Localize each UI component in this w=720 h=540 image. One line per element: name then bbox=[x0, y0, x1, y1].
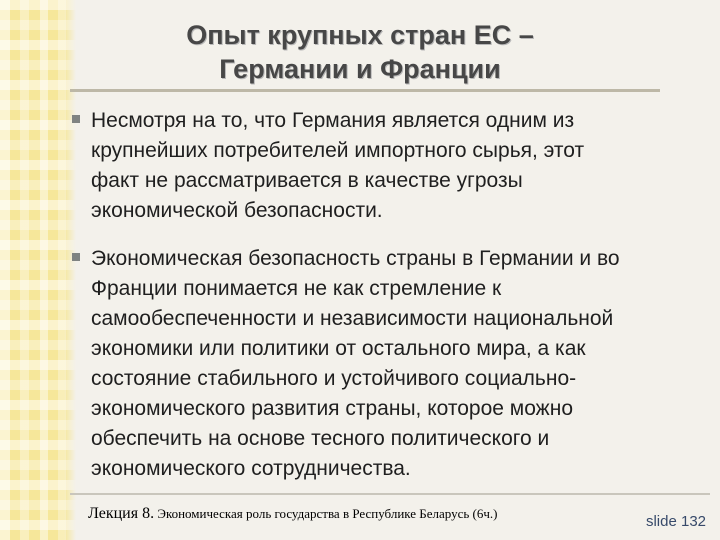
bullet-line: факт не рассматривается в качестве угрозы bbox=[91, 169, 523, 192]
title-divider bbox=[70, 89, 660, 92]
bullet-line: обеспечить на основе тесного политического и bbox=[91, 427, 550, 450]
title-line-1: Опыт крупных стран ЕС – bbox=[186, 20, 534, 50]
bullet-line: экономики или политики от остального мира, а как bbox=[91, 337, 586, 360]
slide-number: slide 132 bbox=[645, 513, 706, 530]
bullet-text bbox=[91, 244, 700, 484]
bullet-line: экономического развития страны, которое можно bbox=[91, 397, 574, 420]
bullet-line: крупнейших потребителей импортного сырья, этот bbox=[91, 139, 585, 162]
footer-lecture-label: Лекция 8. bbox=[88, 505, 155, 522]
bullet-line: состояние стабильного и устойчивого социально- bbox=[91, 367, 577, 390]
square-bullet-icon bbox=[72, 115, 80, 123]
footer-caption bbox=[88, 505, 498, 523]
slide-title bbox=[150, 18, 570, 86]
bullet-item-1 bbox=[60, 106, 700, 226]
footer-course-title: Экономическая роль государства в Республике Беларусь (6ч.) bbox=[157, 506, 498, 521]
footer-divider bbox=[70, 493, 710, 495]
bullet-text bbox=[91, 106, 700, 226]
bullet-item-2 bbox=[60, 244, 700, 484]
square-bullet-icon bbox=[72, 253, 80, 261]
bullet-line: самообеспеченности и независимости национальной bbox=[91, 307, 614, 330]
bullet-line: Франции понимается не как стремление к bbox=[91, 277, 502, 300]
slide-content bbox=[60, 106, 700, 502]
bullet-line: экономического сотрудничества. bbox=[91, 457, 411, 480]
title-line-2: Германии и Франции bbox=[219, 54, 501, 84]
bullet-line: Экономическая безопасность страны в Германии и во bbox=[91, 247, 620, 270]
bullet-line: Несмотря на то, что Германия является одним из bbox=[91, 109, 575, 132]
bullet-line: экономической безопасности. bbox=[91, 199, 383, 222]
